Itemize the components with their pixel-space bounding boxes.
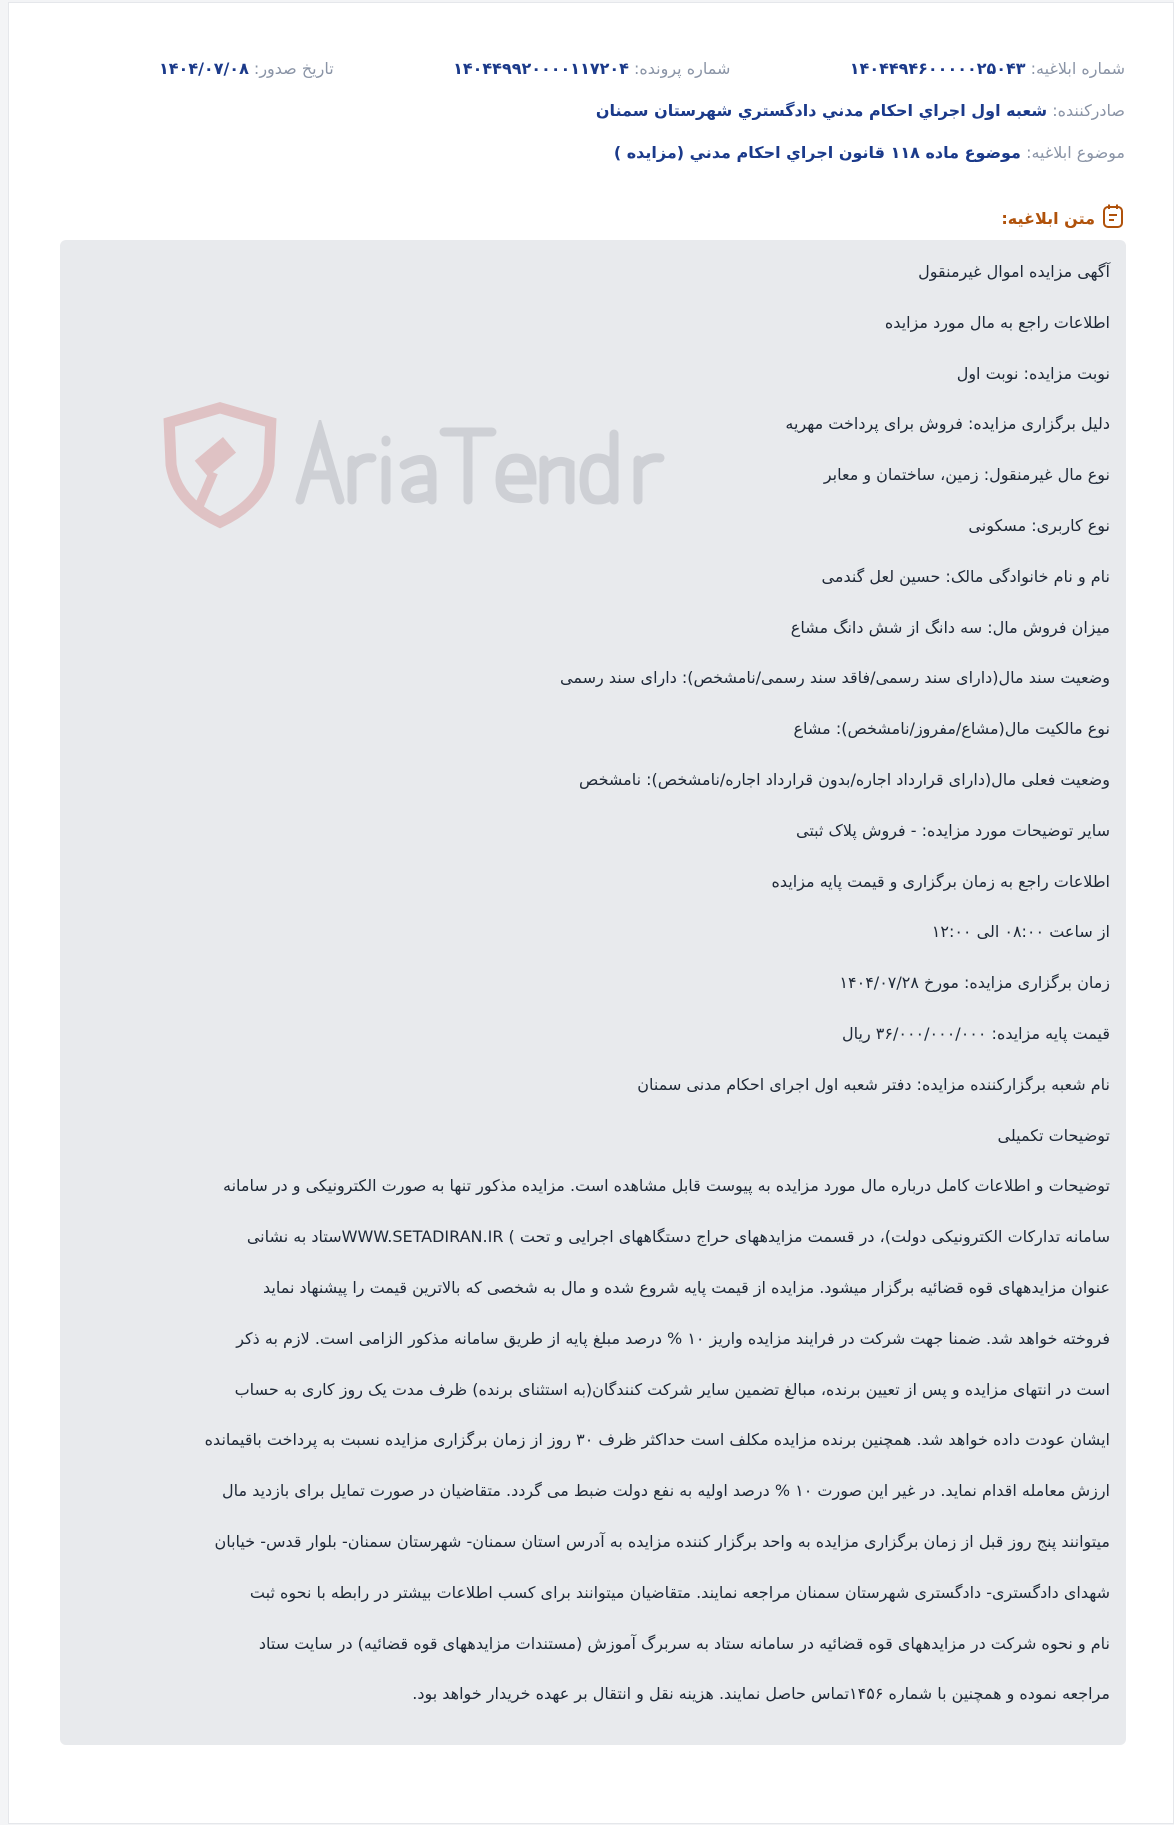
notepad-icon [1101, 203, 1125, 233]
notice-line: نوع مالکیت مال(مشاع/مفروز/نامشخص): مشاع [793, 719, 1110, 739]
notice-text [70, 256, 1110, 1729]
notice-line: نوع مال غیرمنقول: زمین، ساختمان و معابر [823, 465, 1110, 485]
notice-line: نوبت مزایده: نوبت اول [956, 363, 1110, 383]
notice-line: نام شعبه برگزارکننده مزایده: دفتر شعبه اول اجرای احکام مدنی سمنان [637, 1074, 1110, 1094]
notice-number: شماره ابلاغیه: ۱۴۰۴۴۹۴۶۰۰۰۰۰۲۵۰۴۳ [849, 59, 1125, 78]
notice-subject: موضوع ابلاغیه: موضوع ماده ۱۱۸ قانون اجراي احکام مدني (مزايده ) [613, 143, 1125, 162]
notice-line: فروخته خواهد شد. ضمنا جهت شرکت در فرایند مزایده واریز ۱۰ % درصد مبلغ پایه از طریق سامانه مذکور الزامی است. لازم به ذکر [236, 1328, 1110, 1348]
notice-line: از ساعت ۰۸:۰۰ الی ۱۲:۰۰ [931, 922, 1110, 942]
notice-line: ارزش معامله اقدام نماید. در غیر این صورت ۱۰ % درصد اولیه به نفع دولت ضبط می گردد. متقاضیان در صورت تمایل برای بازدید مال [222, 1481, 1110, 1501]
notice-body [60, 240, 1126, 1745]
notice-line: است در انتهای مزایده و پس از تعیین برنده، مبالغ تضمین سایر شرکت کنندگان(به استثنای برنده) ظرف مدت یک روز کاری به حساب [234, 1379, 1110, 1399]
notice-line: عنوان مزایدههای قوه قضائیه برگزار میشود. مزایده از قیمت پایه شروع شده و مال به شخصی که بالاترین قیمت را پیشنهاد نماید [262, 1277, 1110, 1297]
notice-line: آگهی مزایده اموال غیرمنقول [918, 262, 1110, 281]
notice-line: توضیحات تکمیلی [997, 1125, 1110, 1145]
notice-text-heading: متن ابلاغیه: [1001, 203, 1125, 233]
notice-line: نام و نحوه شرکت در مزایدههای قوه قضائیه در سامانه ستاد به سربرگ آموزش (مستندات مزایدههای قوه قضائیه) در سایت ستاد [258, 1633, 1110, 1653]
case-number: شماره پرونده: ۱۴۰۴۴۹۹۲۰۰۰۰۱۱۷۲۰۴ [453, 59, 731, 78]
notice-line: توضیحات و اطلاعات کامل درباره مال مورد مزایده به پیوست قابل مشاهده است. مزایده مذکور تنها به صورت الکترونیکی و در سامانه [222, 1176, 1110, 1196]
notice-line: مراجعه نموده و همچنین با شماره ۱۴۵۶تماس حاصل نمایند. هزینه نقل و انتقال بر عهده خریدار خواهد بود. [412, 1684, 1110, 1704]
notice-line: قیمت پایه مزایده: ۳۶/۰۰۰/۰۰۰/۰۰۰ ریال [842, 1023, 1110, 1043]
issuer: صادرکننده: شعبه اول اجراي احکام مدني دادگستري شهرستان سمنان [595, 101, 1125, 120]
notice-line: وضعیت سند مال(دارای سند رسمی/فاقد سند رسمی/نامشخص): دارای سند رسمی [560, 668, 1110, 688]
notice-line: دلیل برگزاری مزایده: فروش برای پرداخت مهریه [785, 414, 1110, 434]
notice-line: اطلاعات راجع به زمان برگزاری و قیمت پایه مزایده [771, 871, 1110, 891]
notice-line: نوع کاربری: مسکونی [968, 515, 1110, 535]
notice-line: نام و نام خانوادگی مالک: حسین لعل گندمی [821, 566, 1110, 586]
notice-line: ایشان عودت داده خواهد شد. همچنین برنده مزایده مکلف است حداکثر ظرف ۳۰ روز از زمان برگزاری مزایده نسبت به پرداخت باقیمانده [204, 1430, 1110, 1450]
issue-date: تاریخ صدور: ۱۴۰۴/۰۷/۰۸ [159, 59, 334, 78]
notice-line: میزان فروش مال: سه دانگ از شش دانگ مشاع [790, 617, 1110, 637]
notice-line: شهدای دادگستری- دادگستری شهرستان سمنان مراجعه نمایند. متقاضیان میتوانند برای کسب اطلاعات بیشتر در رابطه با نحوه ثبت [249, 1582, 1110, 1602]
notice-line: اطلاعات راجع به مال مورد مزایده [884, 312, 1110, 332]
notice-line: سامانه تدارکات الکترونیکی دولت)، در قسمت مزایدههای حراج دستگاههای اجرایی و تحت ) WWW.SETADIRAN.IRستاد به نشانی [246, 1227, 1110, 1247]
notice-line: میتوانند پنج روز قبل از زمان برگزاری مزایده به واحد برگزار کننده مزایده به آدرس استان سمنان- شهرستان سمنان- بلوار قدس- خیابان [214, 1531, 1110, 1551]
notice-line: زمان برگزاری مزایده: مورخ ۱۴۰۴/۰۷/۲۸ [839, 973, 1110, 993]
notice-line: سایر توضیحات مورد مزایده: - فروش پلاک ثبتی [796, 820, 1110, 840]
notice-meta-row [159, 59, 1125, 78]
notice-line: وضعیت فعلی مال(دارای قرارداد اجاره/بدون قرارداد اجاره/نامشخص): نامشخص [578, 769, 1110, 789]
